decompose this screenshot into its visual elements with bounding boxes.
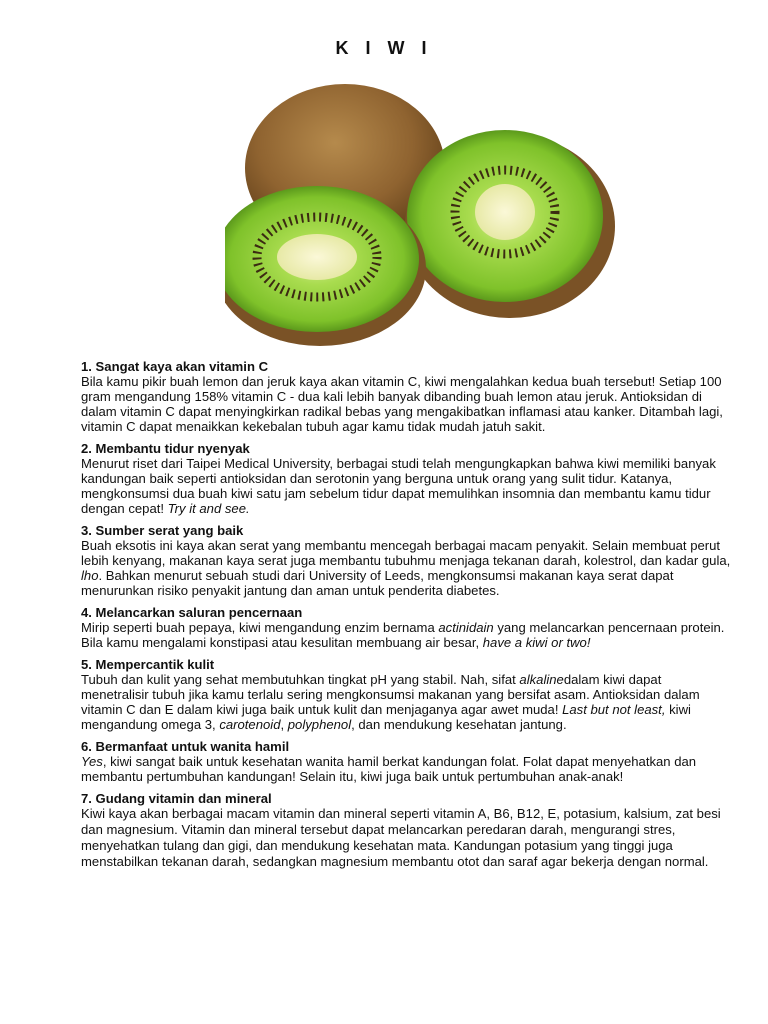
text-run: . Bahkan menurut sebuah studi dari University of Leeds, mengkonsumsi makanan kaya serat dapat menurunkan risiko penyakit jantung dan aman untuk penderita diabetes. <box>81 568 674 598</box>
text-run: yang melancarkan pencernaan protein. Bila kamu mengalami konstipasi atau kesulitan membuang air besar, <box>81 620 725 650</box>
text-run: , kiwi sangat baik untuk kesehatan wanita hamil berkat kandungan folat. Folat dapat menyehatkan dan membantu pertumbuhan kandungan! Selain itu, kiwi juga baik untuk pertumbuhan anak-anak! <box>81 754 697 784</box>
text-run: , dan mendukung kesehatan jantung. <box>351 717 567 732</box>
section-heading: 3. Sumber serat yang baik <box>81 523 244 538</box>
section-heading: 2. Membantu tidur nyenyak <box>81 441 250 456</box>
section-digestion <box>81 605 731 650</box>
section-heading: 7. Gudang vitamin dan mineral <box>81 791 272 806</box>
section-pregnancy <box>81 739 731 784</box>
section-paragraph <box>81 538 731 598</box>
italic-run: alkaline <box>519 672 564 687</box>
section-paragraph <box>81 456 731 516</box>
italic-run: have a kiwi or two! <box>482 635 591 650</box>
italic-run: Try it and see. <box>167 501 250 516</box>
section-fiber <box>81 523 731 598</box>
section-heading: 4. Melancarkan saluran pencernaan <box>81 605 303 620</box>
kiwi-halves-photo <box>225 78 625 346</box>
text-run: Kiwi kaya akan berbagai macam vitamin dan mineral seperti vitamin A, B6, B12, E, potasium, kalsium, zat besi dan magnesium. Vitamin dan mineral tersebut dapat melancarkan peredaran darah, mengurangi stres, menyehatkan tulang dan gigi, dan mendukung kesehatan mata. Kandungan potasium yang tinggi juga menstabilkan tekanan darah, sedangkan magnesium membantu otot dan saraf agar bekerja dengan normal. <box>81 806 721 869</box>
page-title: K I W I <box>335 38 433 58</box>
section-heading: 5. Mempercantik kulit <box>81 657 215 672</box>
section-skin <box>81 657 731 732</box>
section-paragraph <box>81 620 731 650</box>
section-minerals <box>81 791 731 870</box>
text-run: Menurut riset dari Taipei Medical University, berbagai studi telah mengungkapkan bahwa kiwi memiliki banyak kandungan baik seperti antioksidan dan serotonin yang berguna untuk orang yang sulit tidur. Katanya, mengkonsumsi dua buah kiwi satu jam sebelum tidur dapat memulihkan insomnia dan membantu kamu tidur dengan cepat! <box>81 456 716 516</box>
italic-run: Last but not least, <box>562 702 666 717</box>
text-run: , <box>280 717 288 732</box>
section-heading: 6. Bermanfaat untuk wanita hamil <box>81 739 290 754</box>
text-run: dalam kiwi dapat menetralisir tubuh jika kamu terlalu sering mengkonsumsi makanan yang bersifat asam. Antioksidan dalam vitamin C dan E dalam kiwi juga baik untuk kulit dan menjaganya agar awet muda! <box>81 672 700 717</box>
text-run: kiwi mengandung omega 3, <box>81 702 691 732</box>
text-run: Tubuh dan kulit yang sehat membutuhkan tingkat pH yang stabil. Nah, sifat <box>81 672 520 687</box>
section-paragraph <box>81 374 731 434</box>
italic-run: carotenoid <box>219 717 281 732</box>
italic-run: actinidain <box>438 620 494 635</box>
section-paragraph <box>81 806 731 870</box>
italic-run: lho <box>81 568 99 583</box>
section-sleep <box>81 441 731 516</box>
italic-run: polyphenol <box>287 717 352 732</box>
section-paragraph <box>81 754 731 784</box>
text-run: Buah eksotis ini kaya akan serat yang membantu mencegah berbagai macam penyakit. Selain membuat perut lebih kenyang, makanan kaya serat juga membantu tubuhmu menjaga tekanan darah, kolestrol, dan kadar gula, <box>81 538 731 568</box>
text-run: Bila kamu pikir buah lemon dan jeruk kaya akan vitamin C, kiwi mengalahkan kedua buah tersebut! Setiap 100 gram mengandung 158% vitamin C - dua kali lebih banyak dibanding buah lemon atau jeruk. Antioksidan di dalam vitamin C dapat menyingkirkan radikal bebas yang mengakibatkan inflamasi atau kanker. Ditambah lagi, vitamin C dapat menaikkan kekebalan tubuh agar kamu tidak mudah jatuh sakit. <box>81 374 723 434</box>
italic-run: Yes <box>81 754 103 769</box>
text-run: Mirip seperti buah pepaya, kiwi mengandung enzim bernama <box>81 620 439 635</box>
section-heading: 1. Sangat kaya akan vitamin C <box>81 359 269 374</box>
article-body <box>81 359 731 877</box>
section-paragraph <box>81 672 731 732</box>
section-vitamin-c <box>81 359 731 434</box>
